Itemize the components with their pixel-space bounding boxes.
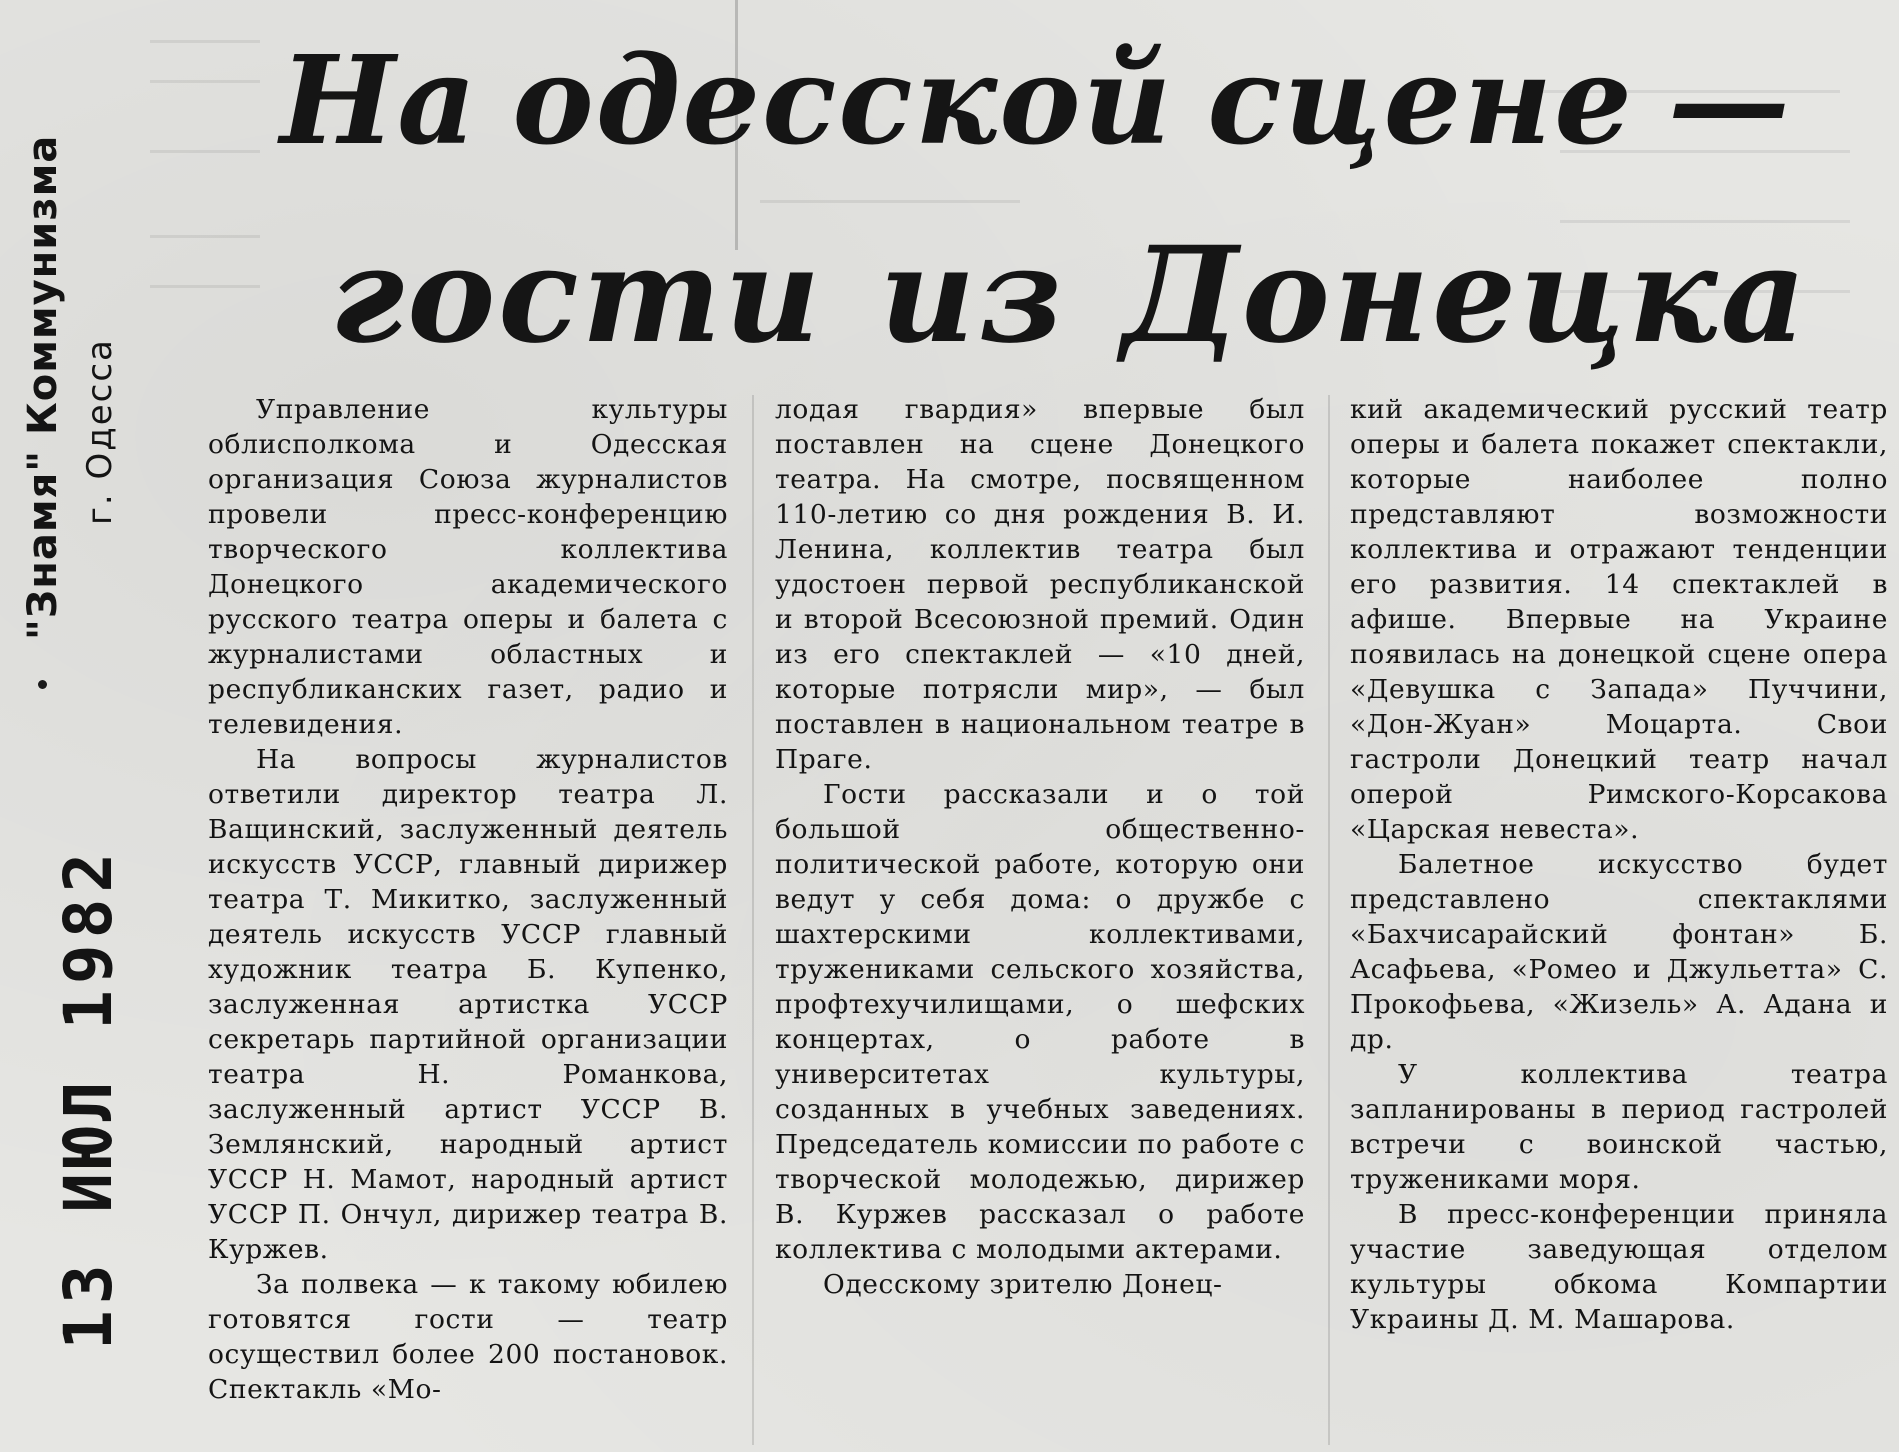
headline-word: одесской	[512, 28, 1174, 172]
headline-word: сцене	[1207, 28, 1634, 172]
article-column-3	[1350, 392, 1888, 1337]
article-paragraph: Одесскому зрителю Донец-	[823, 1269, 1223, 1300]
article-column-2	[775, 392, 1305, 1302]
headline-word: На	[280, 28, 479, 172]
headline	[180, 0, 1880, 385]
article-paragraph: Гости рассказали и о той большой общественно-политической работе, которую они ведут у себя дома: о дружбе с шахтерскими коллективами, тружениками сельского хозяйства, профтехучилищами, о шефских концертах, о работе в университетах культуры, созданных в учебных заведениях. Председатель комиссии по работе с творческой молодежью, дирижер В. Куржев рассказал о работе коллектива с молодыми актерами.	[775, 779, 1305, 1265]
bullet-dot	[38, 680, 47, 689]
article-paragraph: В пресс-конференции приняла участие заведующая отделом культуры обкома Компартии Украины Д. М. Машарова.	[1350, 1199, 1888, 1335]
article-paragraph: За полвека — к такому юбилею готовятся гости — театр осуществил более 200 постановок. Спектакль «Мо-	[208, 1269, 728, 1405]
headline-line-1	[280, 28, 1826, 172]
article-paragraph: Балетное искусство будет представлено спектаклями «Бахчисарайский фонтан» Б. Асафьева, «Ромео и Джульетта» С. Прокофьева, «Жизель» А. Адана и др.	[1350, 849, 1888, 1055]
headline-line-2	[330, 218, 1865, 373]
column-divider	[752, 395, 754, 1445]
article-column-1	[208, 392, 728, 1407]
date-stamp: 13 ИЮЛ 1982	[50, 846, 127, 1350]
source-stamp: "Знамя" Коммунизма	[20, 134, 66, 640]
article-paragraph: Управление культуры облисполкома и Одесская организация Союза журналистов провели пресс-конференцию творческого коллектива Донецкого академического русского театра оперы и балета с журналистами областных и республиканских газет, радио и телевидения.	[208, 394, 728, 740]
article-paragraph: На вопросы журналистов ответили директор театра Л. Ващинский, заслуженный деятель искусств УССР, главный дирижер театра Т. Микитко, заслуженный деятель искусств УССР главный художник театра Б. Купенко, заслуженная артистка УССР секретарь партийной организации театра Н. Романкова, заслуженный артист УССР В. Землянский, народный артист УССР Н. Мамот, народный артист УССР П. Ончул, дирижер театра В. Куржев.	[208, 744, 728, 1265]
headline-word: Донецка	[1121, 218, 1810, 373]
headline-word: из	[879, 218, 1066, 373]
headline-word: гости	[330, 218, 824, 373]
article-paragraph: лодая гвардия» впервые был поставлен на сцене Донецкого театра. На смотре, посвященном 110-летию со дня рождения В. И. Ленина, коллектив театра был удостоен первой республиканской и второй Всесоюзной премий. Один из его спектаклей — «10 дней, которые потрясли мир», — был поставлен в национальном театре в Праге.	[775, 394, 1305, 775]
headline-word: —	[1667, 28, 1792, 172]
article-paragraph: кий академический русский театр оперы и балета покажет спектакли, которые наиболее полно представляют возможности коллектива и отражают тенденции его развития. 14 спектаклей в афише. Впервые на Украине появилась на донецкой сцене опера «Девушка с Запада» Пуччини, «Дон-Жуан» Моцарта. Свои гастроли Донецкий театр начал оперой Римского-Корсакова «Царская невеста».	[1350, 394, 1888, 845]
column-divider	[1328, 395, 1330, 1445]
article-paragraph: У коллектива театра запланированы в период гастролей встречи с воинской частью, тружениками моря.	[1350, 1059, 1888, 1195]
city-stamp: г. Одесса	[80, 338, 120, 525]
